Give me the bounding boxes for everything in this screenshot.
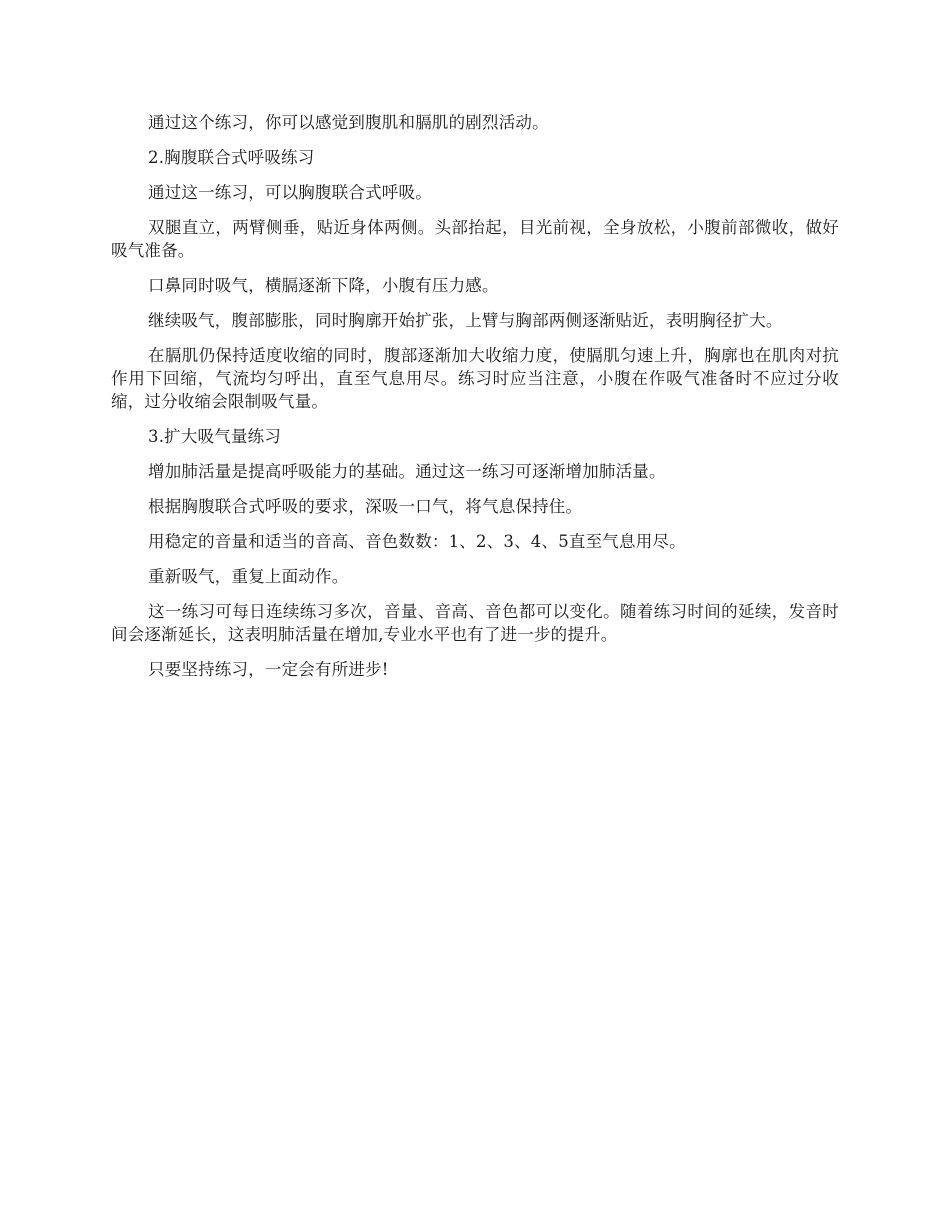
paragraph: 这一练习可每日连续练习多次，音量、音高、音色都可以变化。随着练习时间的延续，发音时间会逐渐延长，这表明肺活量在增加,专业水平也有了进一步的提升。 (111, 602, 839, 644)
paragraph: 用稳定的音量和适当的音高、音色数数：1、2、3、4、5直至气息用尽。 (148, 532, 686, 551)
section-heading-2: 2.胸腹联合式呼吸练习 (148, 148, 315, 167)
paragraph: 重新吸气，重复上面动作。 (148, 567, 349, 586)
paragraph: 继续吸气，腹部膨胀，同时胸廓开始扩张，上臂与胸部两侧逐渐贴近，表明胸径扩大。 (148, 311, 783, 330)
paragraph: 在膈肌仍保持适度收缩的同时，腹部逐渐加大收缩力度，使膈肌匀速上升，胸廓也在肌肉对抗作用下回缩，气流均匀呼出，直至气息用尽。练习时应当注意，小腹在作吸气准备时不应过分收缩，过分收缩会限制吸气量。 (111, 346, 839, 411)
paragraph-intro: 通过这个练习，你可以感觉到腹肌和膈肌的剧烈活动。 (148, 113, 549, 132)
paragraph: 根据胸腹联合式呼吸的要求，深吸一口气，将气息保持住。 (148, 497, 583, 516)
section-heading-3: 3.扩大吸气量练习 (148, 427, 282, 446)
paragraph: 增加肺活量是提高呼吸能力的基础。通过这一练习可逐渐增加肺活量。 (148, 462, 666, 481)
paragraph-closing: 只要坚持练习，一定会有所进步! (148, 660, 389, 679)
document-page (111, 111, 839, 693)
paragraph: 口鼻同时吸气，横膈逐渐下降，小腹有压力感。 (148, 276, 499, 295)
paragraph: 通过这一练习，可以胸腹联合式呼吸。 (148, 183, 432, 202)
paragraph: 双腿直立，两臂侧垂，贴近身体两侧。头部抬起，目光前视，全身放松，小腹前部微收，做好吸气准备。 (111, 218, 839, 260)
